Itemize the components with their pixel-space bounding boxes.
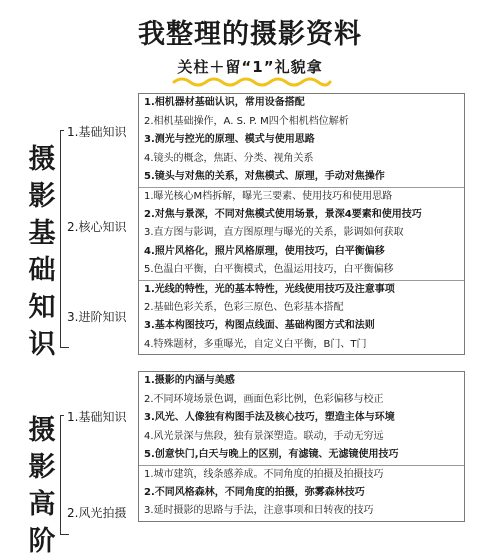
wavy-underline-icon [172, 76, 332, 88]
content-box [138, 93, 465, 355]
section-label-char: 影 [28, 181, 56, 212]
list-item: 2.不同环境场景色调，画面色彩比例，色彩偏移与校正 [144, 393, 384, 405]
group-label: 2.风光拍摄 [64, 504, 126, 521]
section-label [26, 141, 58, 363]
section-label-char: 摄 [28, 415, 56, 446]
section-label-char: 知 [28, 292, 56, 323]
section-label-char: 识 [28, 329, 56, 360]
group-label: 1.基础知识 [64, 408, 126, 425]
list-item: 3.延时摄影的思路与手法，注意事项和日转夜的技巧 [144, 505, 374, 517]
list-item: 1.城市建筑，线条感养成。不同角度的拍摄及拍摄技巧 [139, 465, 464, 484]
list-item: 4.风光景深与焦段，独有景深塑造。联动，手动无穷远 [144, 430, 384, 442]
group-label: 1.基础知识 [64, 123, 126, 140]
group-label: 3.进阶知识 [64, 308, 126, 325]
list-item: 3.风光、人像独有构图手法及核心技巧，塑造主体与环境 [144, 412, 395, 424]
section-label [26, 412, 58, 560]
list-item: 3.直方图与影调，直方图原理与曝光的关系，影调如何获取 [144, 227, 404, 239]
list-item: 4.特殊题材，多重曝光，自定义白平衡，B门、T门 [144, 338, 367, 350]
list-item: 2.不同风格森林，不同角度的拍摄，弥雾森林技巧 [144, 486, 365, 498]
subtitle: 关柱＋留“1”礼貌拿 [177, 58, 323, 76]
section-label-char: 高 [28, 489, 56, 520]
list-item: 1.摄影的内涵与美感 [144, 375, 235, 386]
list-item: 1.曝光核心M档拆解，曝光三要素、使用技巧和使用思路 [139, 187, 464, 206]
list-item: 3.基本构图技巧，构图点线面、基础构图方式和法则 [144, 320, 375, 332]
content-box [138, 371, 465, 522]
list-item: 3.测光与控光的原理、模式与使用思路 [144, 134, 315, 146]
section-label-char: 影 [28, 452, 56, 483]
section-label-char: 础 [28, 255, 56, 286]
list-item: 4.照片风格化，照片风格原理，使用技巧，白平衡偏移 [144, 245, 385, 257]
list-item: 1.相机器材基础认识，常用设备搭配 [144, 97, 305, 108]
page-title: 我整理的摄影资料 [138, 19, 362, 50]
list-item: 5.色温白平衡，白平衡模式，色温运用技巧，白平衡偏移 [144, 264, 394, 276]
section-label-char: 阶 [28, 526, 56, 557]
list-item: 5.镜头与对焦的关系，对焦模式、原理，手动对焦操作 [144, 171, 385, 183]
list-item: 5.创意快门,白天与晚上的区别，有滤镜、无滤镜使用技巧 [144, 449, 399, 461]
list-item: 4.镜头的概念，焦距、分类、视角关系 [144, 152, 314, 164]
list-item: 2.对焦与景深，不同对焦模式使用场景，景深4要素和使用技巧 [144, 208, 422, 220]
section-label-char: 基 [28, 218, 56, 249]
list-item: 2.基础色彩关系，色彩三原色、色彩基本搭配 [144, 301, 344, 313]
section-label-char: 摄 [28, 144, 56, 175]
list-item: 1.光线的特性，光的基本特性，光线使用技巧及注意事项 [139, 280, 464, 299]
list-item: 2.相机基础操作，A. S. P. M四个相机档位解析 [144, 115, 349, 127]
group-label: 2.核心知识 [64, 218, 126, 235]
